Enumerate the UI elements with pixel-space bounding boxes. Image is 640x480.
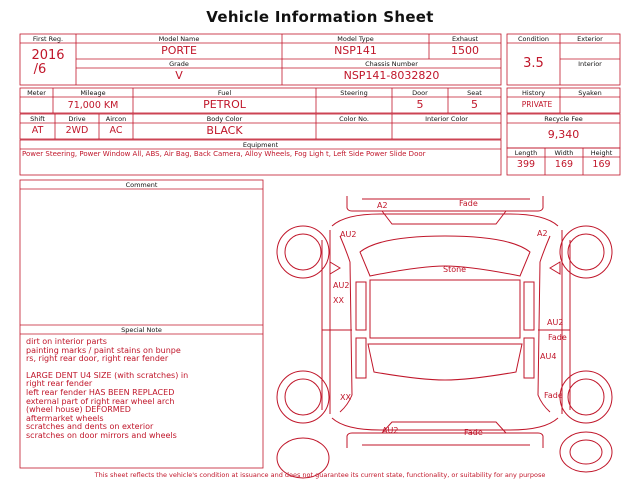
- damage-mark: AU2: [333, 281, 350, 290]
- note-line: left rear fender HAS BEEN REPLACED: [26, 387, 175, 397]
- note-line: painting marks / paint stains on bunpe: [26, 345, 181, 355]
- note-line: rs, right rear door, right rear fender: [26, 354, 169, 364]
- aircon-value: AC: [109, 125, 123, 136]
- drive-value: 2WD: [65, 125, 89, 136]
- history-value: PRIVATE: [521, 100, 553, 109]
- mileage-label: Mileage: [80, 89, 106, 97]
- exhaust-label: Exhaust: [451, 35, 479, 43]
- note-line: aftermarket wheels: [26, 413, 104, 423]
- damage-mark: AU4: [540, 352, 557, 361]
- exhaust-value: 1500: [451, 44, 479, 57]
- disclaimer-footer: This sheet reflects the vehicle's condition at issuance and does not guarantee its current state, functionality, or suitability for any purpose: [94, 471, 546, 479]
- note-line: (wheel house) DEFORMED: [26, 405, 131, 415]
- steering-label: Steering: [340, 89, 368, 97]
- sheet-title: Vehicle Information Sheet: [206, 8, 434, 26]
- model-name-value: PORTE: [161, 44, 197, 57]
- meter-label: Meter: [27, 89, 46, 97]
- damage-mark: XX: [340, 393, 351, 402]
- height-value: 169: [592, 159, 611, 170]
- aircon-label: Aircon: [105, 115, 127, 123]
- color-no-label: Color No.: [339, 115, 369, 123]
- damage-mark: AU2: [340, 230, 357, 239]
- fuel-value: PETROL: [203, 98, 246, 111]
- model-name-label: Model Name: [158, 35, 200, 43]
- damage-mark: A2: [377, 201, 388, 210]
- fuel-label: Fuel: [217, 89, 232, 97]
- grade-value: V: [175, 69, 183, 82]
- damage-mark: AU2: [382, 426, 399, 435]
- note-line: scratches on door mirrors and wheels: [26, 430, 177, 440]
- shift-value: AT: [31, 125, 44, 136]
- width-value: 169: [554, 159, 574, 170]
- drive-label: Drive: [68, 115, 86, 123]
- length-value: 399: [516, 159, 536, 170]
- damage-mark: A2: [537, 229, 548, 238]
- condition-value: 3.5: [523, 56, 544, 71]
- damage-mark: Fade: [544, 391, 563, 400]
- grade-label: Grade: [169, 60, 189, 68]
- recycle-fee-value: 9,340: [547, 128, 580, 141]
- first-reg-month: /6: [33, 62, 47, 77]
- chassis-label: Chassis Number: [365, 60, 418, 68]
- first-reg-year: 2016: [31, 48, 65, 63]
- damage-mark: Fade: [464, 428, 483, 437]
- model-type-label: Model Type: [337, 35, 374, 43]
- seat-value: 5: [471, 98, 478, 111]
- seat-label: Seat: [467, 89, 482, 97]
- equipment-label: Equipment: [242, 141, 279, 149]
- first-reg-label: First Reg.: [32, 35, 64, 43]
- mileage-value: 71,000 KM: [67, 100, 119, 111]
- damage-mark: Stone: [443, 265, 467, 274]
- body-color-value: BLACK: [206, 124, 243, 137]
- special-note-label: Special Note: [121, 326, 162, 334]
- interior-color-label: Interior Color: [425, 115, 468, 123]
- condition-label: Condition: [517, 35, 550, 43]
- note-line: dirt on interior parts: [26, 337, 107, 346]
- door-label: Door: [412, 89, 428, 97]
- damage-mark: XX: [333, 296, 344, 305]
- shift-label: Shift: [30, 115, 45, 123]
- comment-label: Comment: [125, 181, 158, 189]
- length-label: Length: [514, 149, 538, 157]
- model-type-value: NSP141: [334, 44, 377, 57]
- height-label: Height: [590, 149, 613, 157]
- note-line: scratches and dents on exterior: [26, 422, 154, 432]
- body-color-label: Body Color: [206, 115, 243, 123]
- damage-mark: Fade: [459, 199, 478, 208]
- note-line: external part of right rear wheel arch: [26, 396, 175, 406]
- width-label: Width: [554, 149, 574, 157]
- interior-label: Interior: [578, 60, 602, 68]
- damage-mark: AU2: [547, 318, 564, 327]
- exterior-label: Exterior: [577, 35, 603, 43]
- door-value: 5: [416, 98, 424, 111]
- chassis-value: NSP141-8032820: [343, 69, 440, 82]
- note-line: LARGE DENT U4 SIZE (with scratches) in: [26, 370, 189, 380]
- damage-mark: Fade: [548, 333, 567, 342]
- history-label: History: [521, 89, 546, 97]
- note-line: right rear fender: [26, 379, 93, 389]
- equipment-value: Power Steering, Power Window All, ABS, Air Bag, Back Camera, Alloy Wheels, Fog Ligh t, Left Side Power Slide Door: [22, 150, 426, 158]
- syaken-label: Syaken: [578, 89, 602, 97]
- recycle-fee-label: Recycle Fee: [544, 115, 583, 123]
